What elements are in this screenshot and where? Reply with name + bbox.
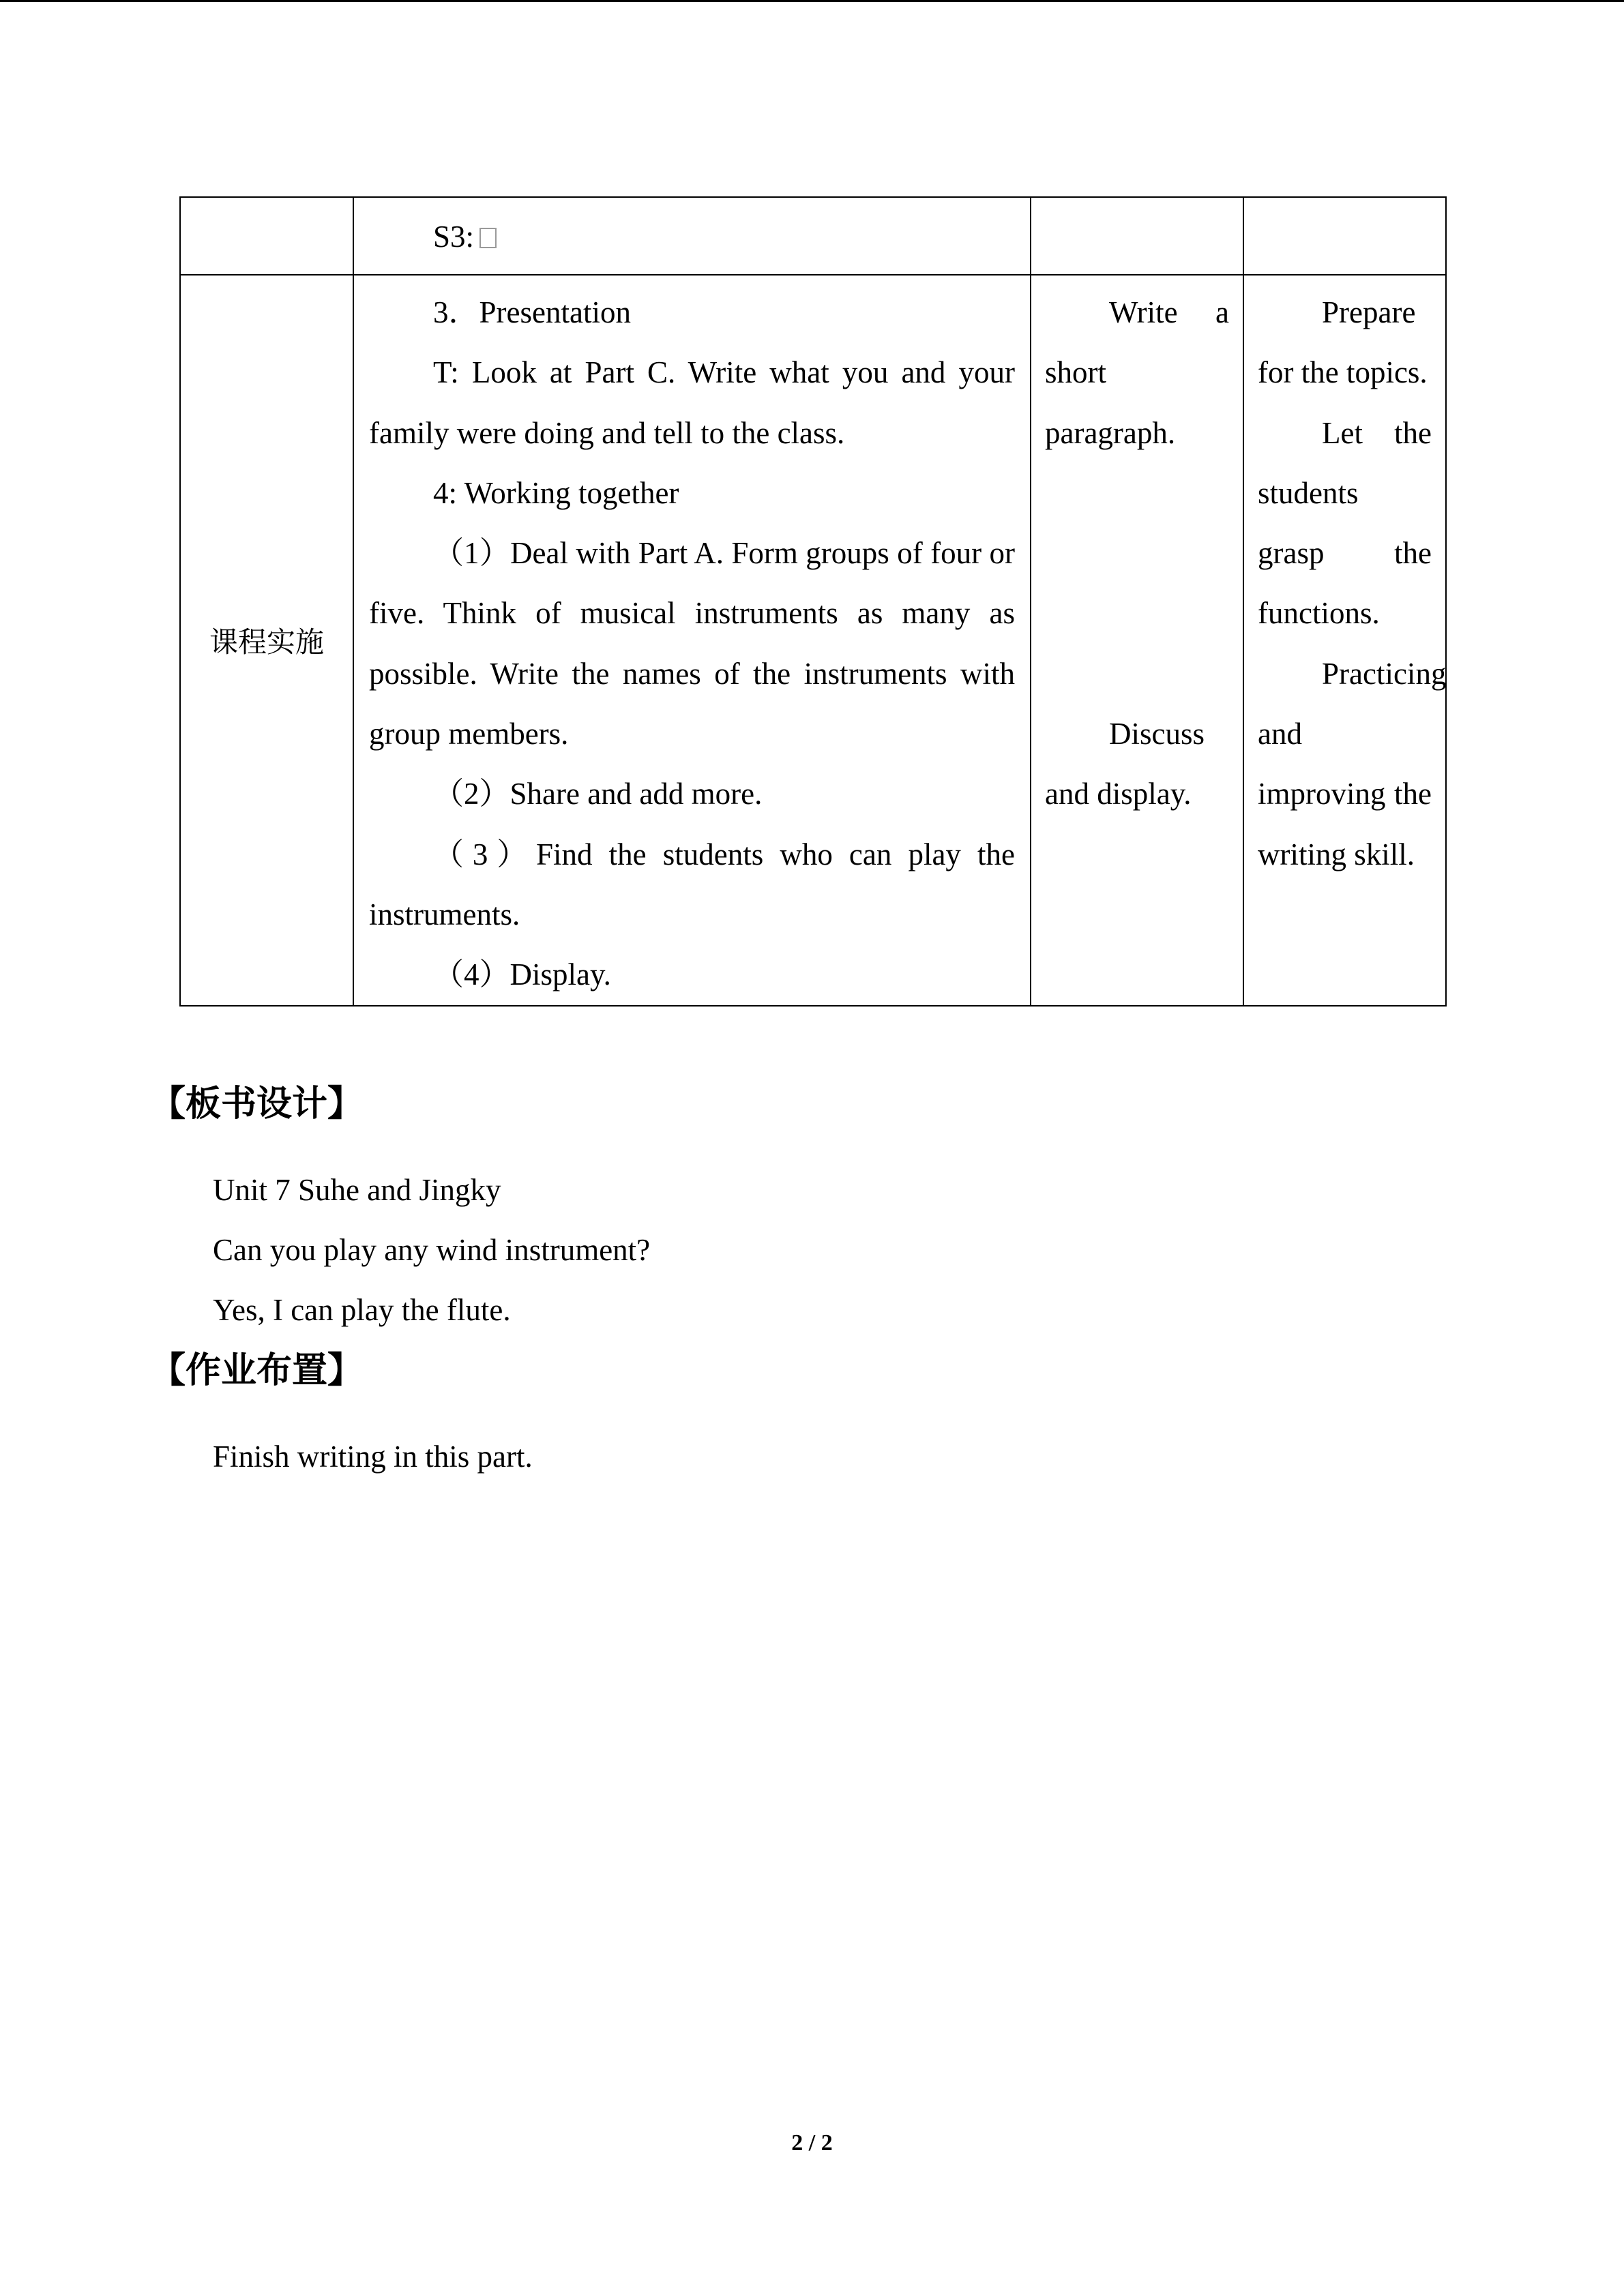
board-design-line: Yes, I can play the flute. bbox=[213, 1293, 511, 1327]
procedure-line: （1）Deal with Part A. Form groups of four or five. Think of musical instruments as many as possible. Write the names of the instruments with group members. bbox=[369, 536, 1015, 751]
purpose-line: Let the students grasp the functions. bbox=[1258, 415, 1432, 631]
section-label: 课程实施 bbox=[180, 275, 353, 1006]
procedure-line: （3）Find the students who can play the instruments. bbox=[369, 837, 1015, 931]
activity-line: Write a short paragraph. bbox=[1045, 295, 1229, 450]
table-cell-content bbox=[353, 275, 1031, 1006]
empty-box-icon bbox=[479, 228, 497, 248]
purpose-line: Prepare for the topics. bbox=[1258, 295, 1428, 390]
s3-text: S3: bbox=[433, 220, 475, 254]
board-design-heading: 【板书设计】 bbox=[150, 1084, 364, 1124]
lesson-plan-table bbox=[179, 196, 1447, 1007]
procedure-line: （4）Display. bbox=[433, 957, 611, 992]
table-cell-label-empty bbox=[180, 197, 353, 275]
activity-line: Discuss and display. bbox=[1045, 716, 1205, 811]
homework-heading: 【作业布置】 bbox=[150, 1350, 364, 1391]
table-row bbox=[180, 275, 1446, 1006]
board-design-line: Can you play any wind instrument? bbox=[213, 1233, 651, 1267]
table-cell-activity bbox=[1031, 275, 1243, 1006]
homework-line: Finish writing in this part. bbox=[213, 1440, 533, 1474]
board-design-line: Unit 7 Suhe and Jingky bbox=[213, 1173, 501, 1207]
table-cell-purpose bbox=[1243, 275, 1446, 1006]
activity-content bbox=[1031, 275, 1243, 824]
table-cell-content bbox=[353, 197, 1031, 275]
procedure-line: 4: Working together bbox=[433, 475, 679, 510]
procedure-line: （2）Share and add more. bbox=[433, 777, 763, 811]
page-top-border bbox=[0, 0, 1624, 2]
purpose-content bbox=[1244, 275, 1445, 884]
page-number: 2 / 2 bbox=[791, 2130, 833, 2156]
procedure-content bbox=[354, 275, 1030, 1005]
purpose-line: Practicing and improving the writing skill. bbox=[1258, 656, 1447, 871]
table-cell-activity-empty bbox=[1031, 197, 1243, 275]
table-cell-purpose-empty bbox=[1243, 197, 1446, 275]
table-row bbox=[180, 197, 1446, 275]
procedure-line: 3．Presentation bbox=[433, 295, 631, 329]
procedure-line: T: Look at Part C. Write what you and your family were doing and tell to the class. bbox=[369, 355, 1015, 450]
